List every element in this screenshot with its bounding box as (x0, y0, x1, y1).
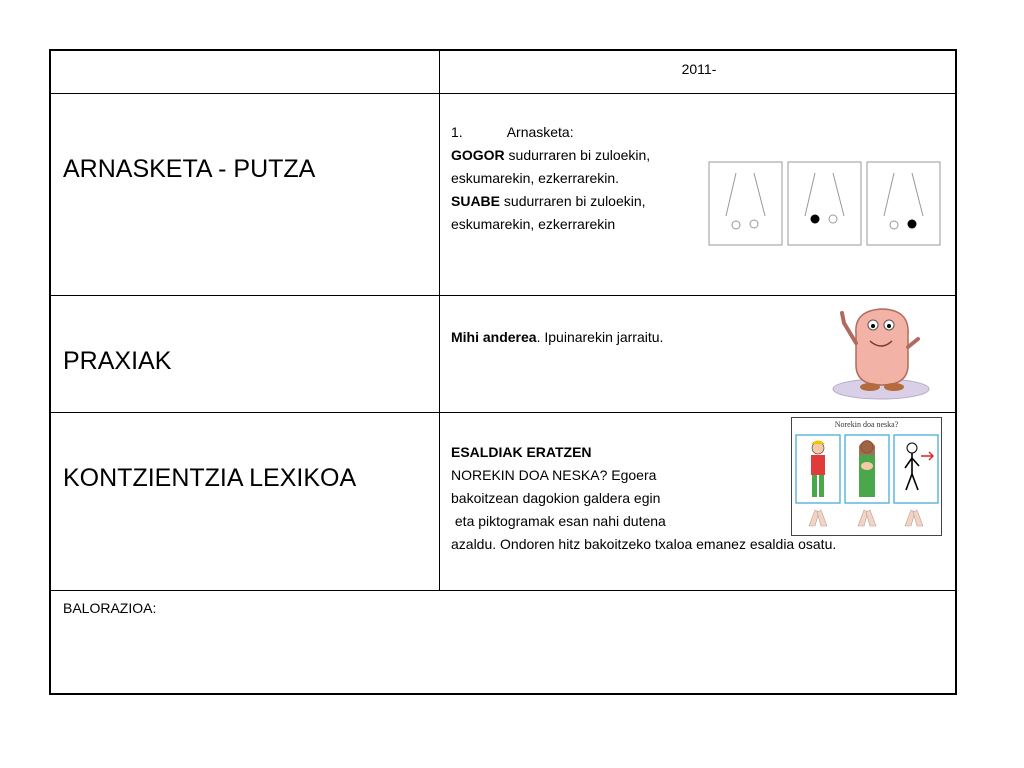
worksheet-table (49, 49, 957, 695)
line-text: sudurraren bi zuloekin, (504, 147, 651, 163)
column-divider (439, 51, 440, 590)
row-divider (51, 295, 955, 296)
nose-nostrils-pictogram-icon (708, 161, 943, 247)
row-label-praxiak: PRAXIAK (63, 347, 172, 375)
row-label-kontzientzia: KONTZIENTZIA LEXIKOA (63, 464, 357, 492)
arnasketa-line: eskumarekin, ezkerrarekin. (451, 170, 620, 186)
kontzientzia-line: NOREKIN DOA NESKA? Egoera (451, 467, 657, 483)
kontzientzia-line: bakoitzean dagokion galdera egin (451, 490, 661, 506)
row-divider (51, 590, 955, 591)
item-title: Arnasketa: (506, 124, 574, 140)
kontzientzia-line: eta piktogramak esan nahi dutena (451, 513, 666, 529)
arnasketa-line: eskumarekin, ezkerrarekin (451, 216, 616, 232)
row-divider (51, 93, 955, 94)
mihi-anderea-label: Mihi anderea (451, 329, 537, 345)
praxiak-rest: . Ipuinarekin jarraitu. (536, 329, 664, 345)
pictogram-sentence-icon (791, 417, 942, 536)
line-text: sudurraren bi zuloekin, (500, 193, 646, 209)
arnasketa-item (451, 121, 721, 144)
header-year: 2011- (681, 61, 717, 77)
item-number: 1. (451, 124, 463, 140)
praxiak-text (451, 326, 663, 349)
arnasketa-text (451, 121, 721, 236)
balorazioa-label: BALORAZIOA: (63, 600, 157, 616)
suabe-label: SUABE (451, 193, 501, 209)
row-label-arnasketa: ARNASKETA - PUTZA (63, 155, 316, 183)
pictogram-figures-icon (795, 434, 940, 534)
arnasketa-line (451, 190, 721, 213)
row-divider (51, 412, 955, 413)
esaldiak-heading: ESALDIAK ERATZEN (451, 444, 592, 460)
tongue-character-icon (826, 303, 941, 403)
gogor-label: GOGOR (451, 147, 505, 163)
kontzientzia-line: azaldu. Ondoren hitz bakoitzeko txaloa emanez esaldia osatu. (451, 536, 837, 552)
pictogram-title: Norekin doa neska? (834, 420, 899, 429)
arnasketa-line (451, 144, 721, 167)
